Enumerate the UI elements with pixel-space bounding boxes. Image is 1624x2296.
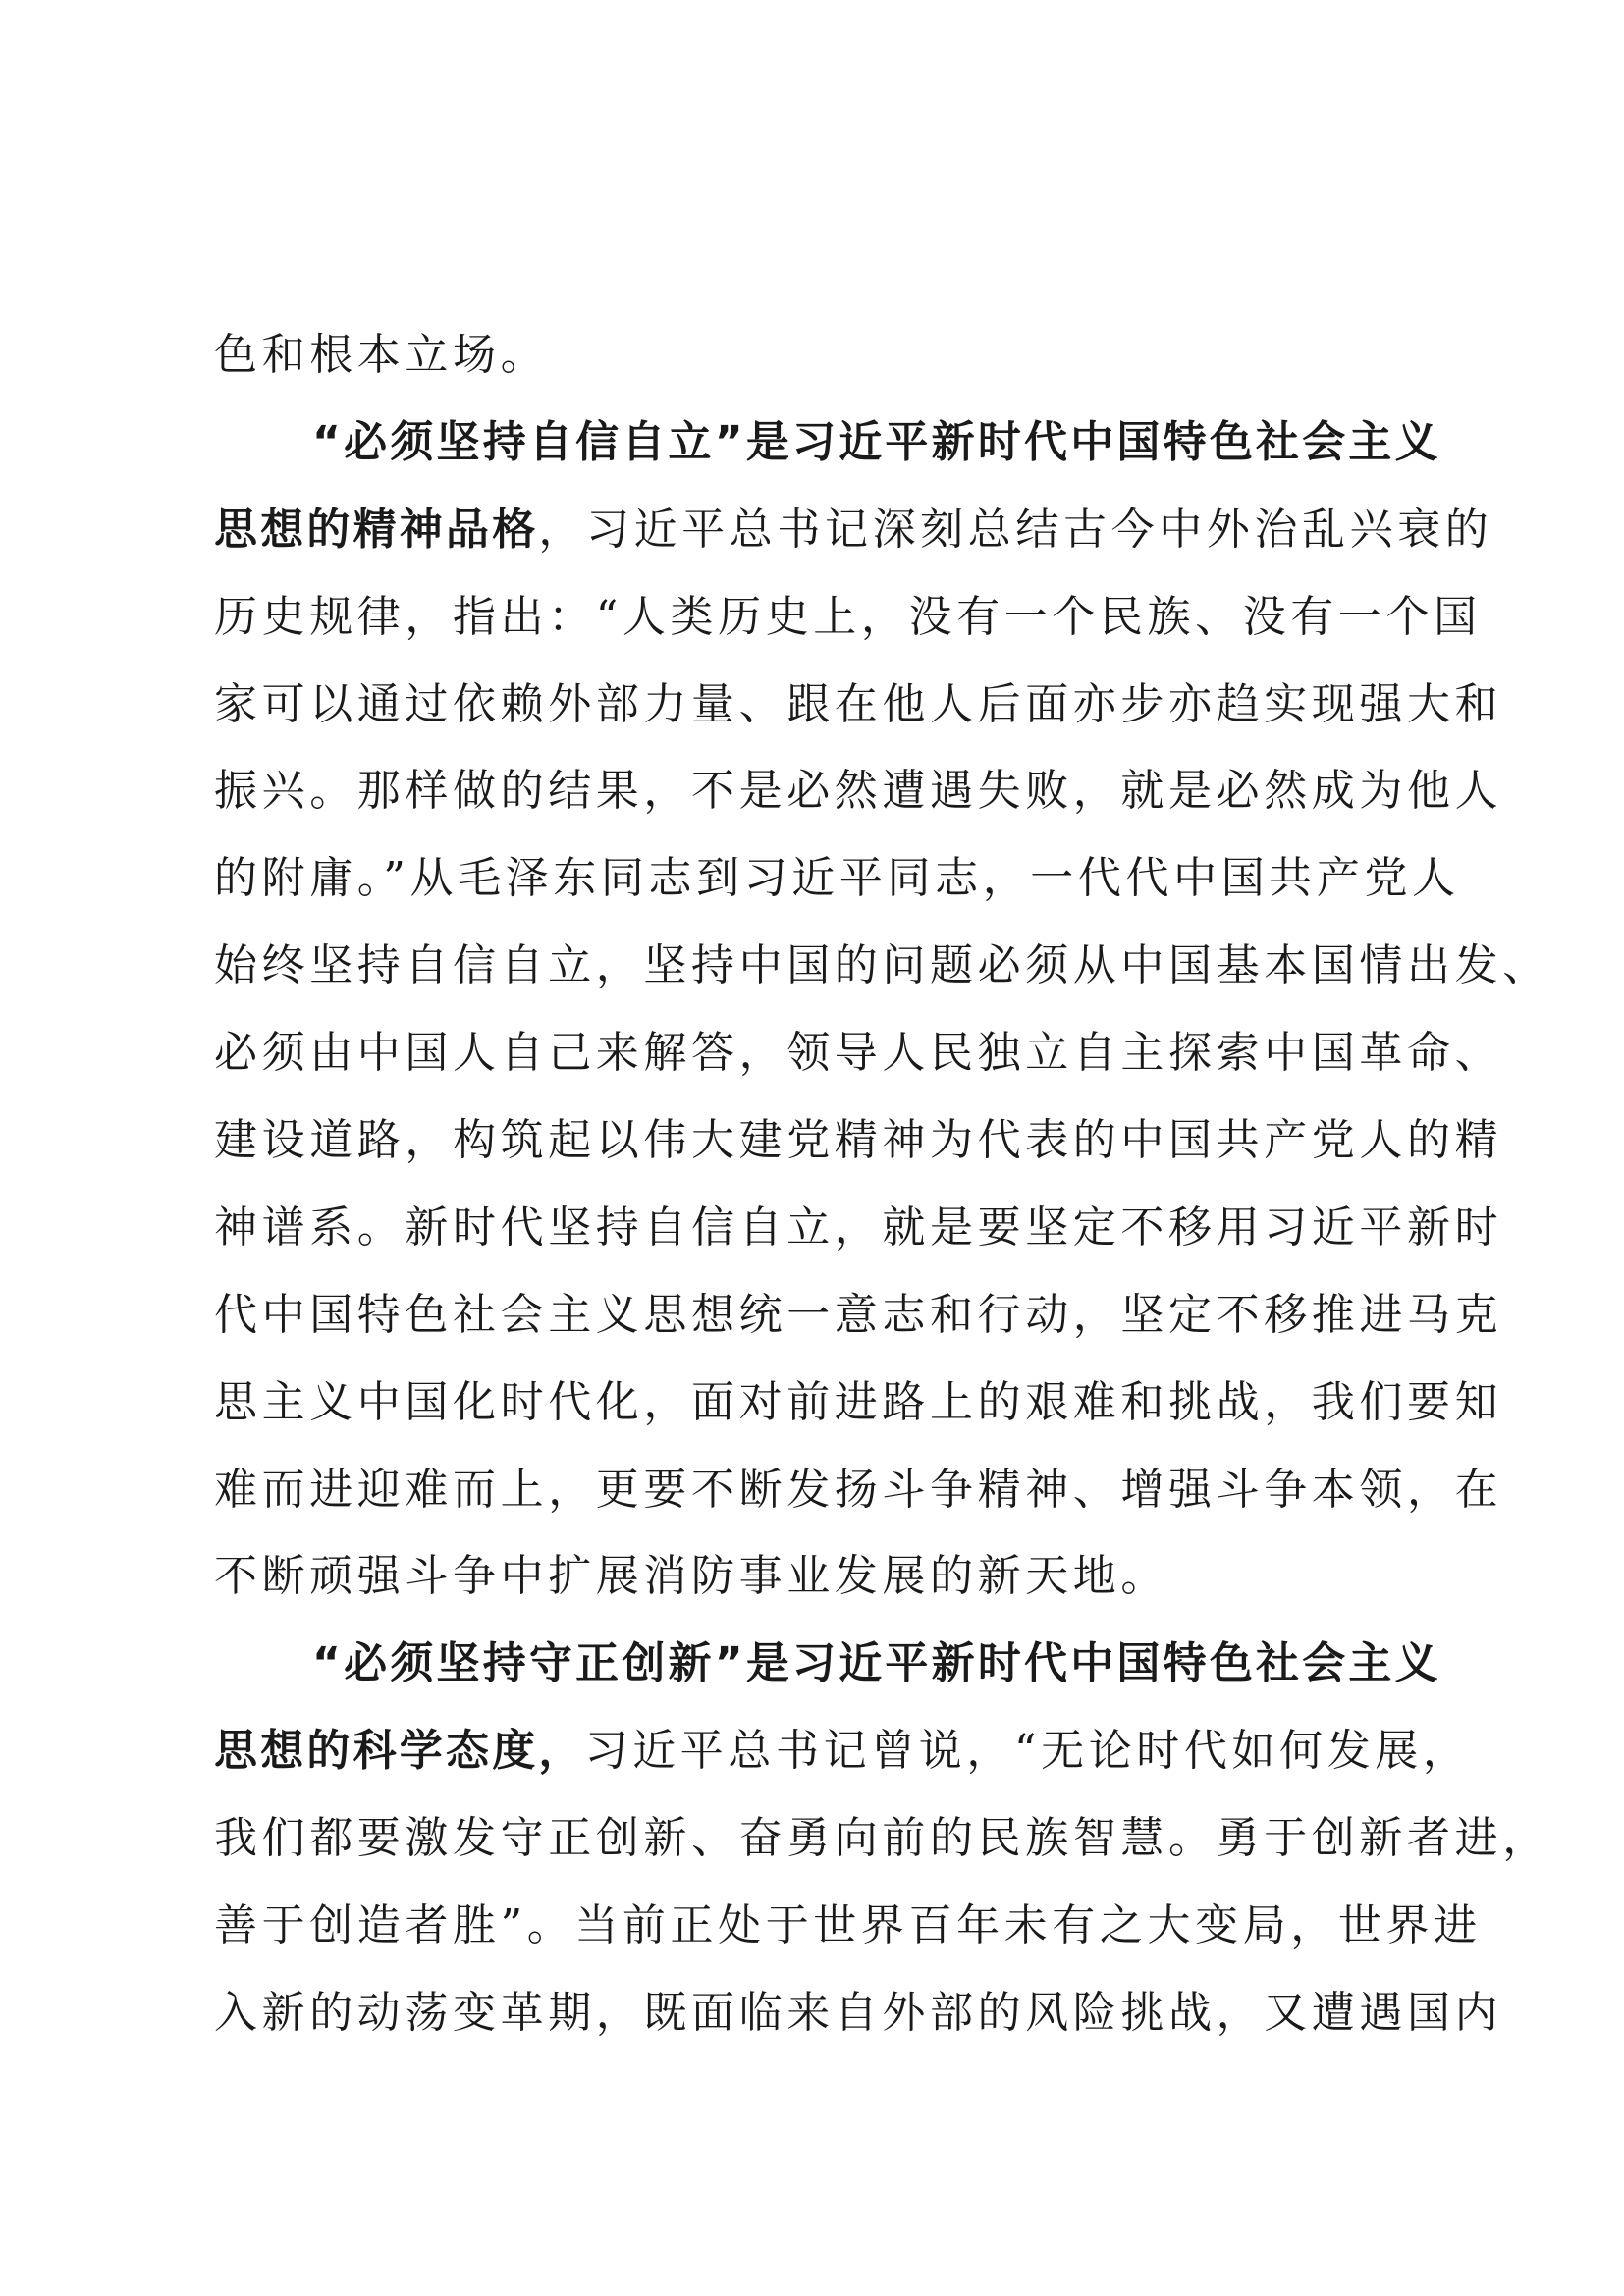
- text-line: 善于创造者胜”。当前正处于世界百年未有之大变局，世界进: [214, 1900, 1482, 1951]
- text-line: 建设道路，构筑起以伟大建党精神为代表的中国共产党人的精: [214, 1115, 1503, 1166]
- text-line: 必须由中国人自己来解答，领导人民独立自主探索中国革命、: [214, 1028, 1503, 1079]
- body-text: [214, 312, 1550, 2057]
- text-line: 难而进迎难而上，更要不断发扬斗争精神、增强斗争本领，在: [214, 1464, 1503, 1515]
- text-line: 家可以通过依赖外部力量、跟在他人后面亦步亦趋实现强大和: [214, 678, 1503, 729]
- text-line: 不断顽强斗争中扩展消防事业发展的新天地。: [214, 1551, 1168, 1602]
- paragraph-heading: “必须坚持自信自立”是习近平新时代中国特色社会主义: [312, 416, 1441, 467]
- text-line: 历史规律，指出：“人类历史上，没有一个民族、没有一个国: [214, 591, 1482, 642]
- text-line: 思想的科学态度，习近平总书记曾说，“无论时代如何发展，: [214, 1726, 1471, 1777]
- paragraph-heading: “必须坚持守正创新”是习近平新时代中国特色社会主义: [312, 1638, 1441, 1689]
- text-line: 代中国特色社会主义思想统一意志和行动，坚定不移推进马克: [214, 1289, 1503, 1340]
- text-line: 思主义中国化时代化，面对前进路上的艰难和挑战，我们要知: [214, 1376, 1503, 1427]
- text-line: 神谱系。新时代坚持自信自立，就是要坚定不移用习近平新时: [214, 1201, 1503, 1253]
- text-line: 振兴。那样做的结果，不是必然遭遇失败，就是必然成为他人: [214, 766, 1503, 817]
- text-line: 色和根本立场。: [214, 330, 549, 380]
- text-line: 思想的精神品格，习近平总书记深刻总结古今中外治乱兴衰的: [214, 504, 1493, 555]
- text-line: 的附庸。”从毛泽东同志到习近平同志，一代代中国共产党人: [214, 853, 1460, 904]
- text-line: 始终坚持自信自立，坚持中国的问题必须从中国基本国情出发、: [214, 940, 1550, 991]
- text-line: 入新的动荡变革期，既面临来自外部的风险挑战，又遭遇国内: [214, 1987, 1503, 2038]
- text-line: 我们都要激发守正创新、奋勇向前的民族智慧。勇于创新者进，: [214, 1813, 1550, 1864]
